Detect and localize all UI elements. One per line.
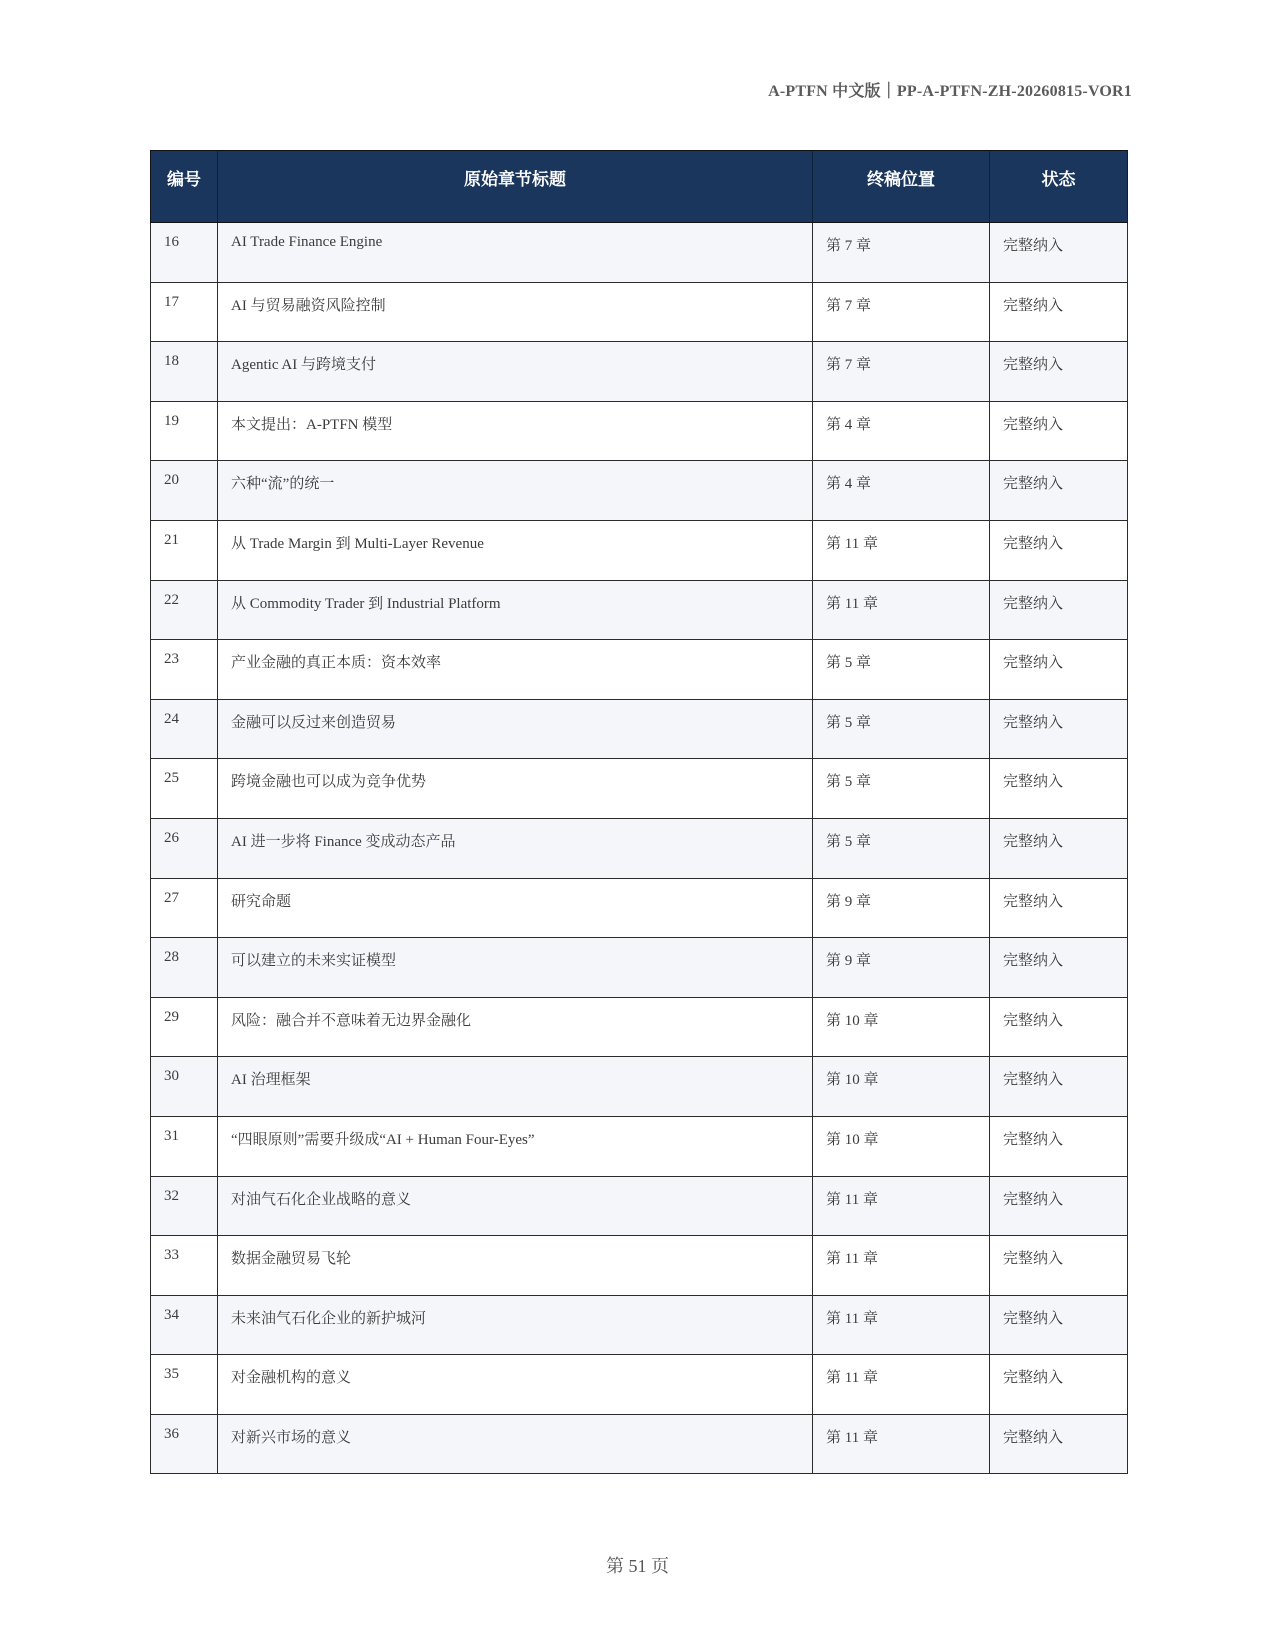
cell-original-title: 可以建立的未来实证模型 — [218, 938, 813, 998]
cell-original-title: 数据金融贸易飞轮 — [218, 1236, 813, 1296]
cell-number: 36 — [151, 1414, 218, 1474]
cell-final-position: 第 9 章 — [813, 938, 990, 998]
table-row — [151, 1414, 1128, 1474]
cell-final-position: 第 4 章 — [813, 461, 990, 521]
cell-original-title: 六种“流”的统一 — [218, 461, 813, 521]
table-row — [151, 1355, 1128, 1415]
cell-original-title: 对新兴市场的意义 — [218, 1414, 813, 1474]
cell-original-title: AI 进一步将 Finance 变成动态产品 — [218, 818, 813, 878]
cell-original-title: 风险：融合并不意味着无边界金融化 — [218, 997, 813, 1057]
cell-status: 完整纳入 — [990, 938, 1128, 998]
chapter-mapping-table-container — [150, 150, 1127, 1474]
table-row — [151, 1295, 1128, 1355]
table-row — [151, 640, 1128, 700]
cell-number: 29 — [151, 997, 218, 1057]
cell-final-position: 第 5 章 — [813, 759, 990, 819]
cell-final-position: 第 5 章 — [813, 818, 990, 878]
cell-number: 25 — [151, 759, 218, 819]
cell-status: 完整纳入 — [990, 461, 1128, 521]
cell-final-position: 第 9 章 — [813, 878, 990, 938]
cell-number: 33 — [151, 1236, 218, 1296]
cell-final-position: 第 11 章 — [813, 1355, 990, 1415]
cell-number: 30 — [151, 1057, 218, 1117]
cell-number: 32 — [151, 1176, 218, 1236]
column-header-final-position: 终稿位置 — [813, 151, 990, 223]
cell-final-position: 第 10 章 — [813, 1116, 990, 1176]
cell-status: 完整纳入 — [990, 818, 1128, 878]
table-row — [151, 342, 1128, 402]
cell-status: 完整纳入 — [990, 1176, 1128, 1236]
cell-status: 完整纳入 — [990, 997, 1128, 1057]
cell-final-position: 第 11 章 — [813, 520, 990, 580]
cell-original-title: 对油气石化企业战略的意义 — [218, 1176, 813, 1236]
cell-final-position: 第 5 章 — [813, 699, 990, 759]
cell-final-position: 第 7 章 — [813, 223, 990, 283]
cell-final-position: 第 11 章 — [813, 1236, 990, 1296]
table-row — [151, 997, 1128, 1057]
cell-number: 22 — [151, 580, 218, 640]
table-header-row — [151, 151, 1128, 223]
cell-final-position: 第 11 章 — [813, 580, 990, 640]
cell-original-title: 跨境金融也可以成为竞争优势 — [218, 759, 813, 819]
cell-original-title: Agentic AI 与跨境支付 — [218, 342, 813, 402]
cell-final-position: 第 7 章 — [813, 282, 990, 342]
cell-number: 27 — [151, 878, 218, 938]
cell-status: 完整纳入 — [990, 878, 1128, 938]
cell-number: 35 — [151, 1355, 218, 1415]
table-row — [151, 938, 1128, 998]
cell-number: 26 — [151, 818, 218, 878]
table-body — [151, 223, 1128, 1474]
table-row — [151, 759, 1128, 819]
cell-final-position: 第 4 章 — [813, 401, 990, 461]
table-row — [151, 1116, 1128, 1176]
cell-final-position: 第 7 章 — [813, 342, 990, 402]
cell-final-position: 第 11 章 — [813, 1176, 990, 1236]
cell-status: 完整纳入 — [990, 640, 1128, 700]
cell-number: 16 — [151, 223, 218, 283]
cell-final-position: 第 10 章 — [813, 997, 990, 1057]
cell-original-title: 从 Commodity Trader 到 Industrial Platform — [218, 580, 813, 640]
cell-status: 完整纳入 — [990, 282, 1128, 342]
cell-original-title: “四眼原则”需要升级成“AI + Human Four-Eyes” — [218, 1116, 813, 1176]
table-row — [151, 461, 1128, 521]
cell-status: 完整纳入 — [990, 401, 1128, 461]
document-header: A-PTFN 中文版｜PP-A-PTFN-ZH-20260815-VOR1 — [768, 83, 1132, 100]
cell-original-title: 本文提出：A-PTFN 模型 — [218, 401, 813, 461]
cell-status: 完整纳入 — [990, 1236, 1128, 1296]
table-row — [151, 699, 1128, 759]
chapter-mapping-table — [150, 150, 1128, 1474]
cell-status: 完整纳入 — [990, 520, 1128, 580]
table-row — [151, 282, 1128, 342]
cell-original-title: 对金融机构的意义 — [218, 1355, 813, 1415]
cell-status: 完整纳入 — [990, 1116, 1128, 1176]
table-row — [151, 520, 1128, 580]
column-header-number: 编号 — [151, 151, 218, 223]
cell-number: 21 — [151, 520, 218, 580]
cell-status: 完整纳入 — [990, 699, 1128, 759]
cell-status: 完整纳入 — [990, 1295, 1128, 1355]
table-row — [151, 818, 1128, 878]
table-row — [151, 580, 1128, 640]
cell-status: 完整纳入 — [990, 1414, 1128, 1474]
cell-status: 完整纳入 — [990, 1057, 1128, 1117]
cell-number: 23 — [151, 640, 218, 700]
cell-original-title: 金融可以反过来创造贸易 — [218, 699, 813, 759]
cell-original-title: 研究命题 — [218, 878, 813, 938]
cell-number: 34 — [151, 1295, 218, 1355]
cell-number: 24 — [151, 699, 218, 759]
cell-original-title: AI Trade Finance Engine — [218, 223, 813, 283]
table-row — [151, 878, 1128, 938]
cell-original-title: AI 与贸易融资风险控制 — [218, 282, 813, 342]
table-row — [151, 401, 1128, 461]
cell-final-position: 第 11 章 — [813, 1414, 990, 1474]
cell-number: 20 — [151, 461, 218, 521]
cell-final-position: 第 5 章 — [813, 640, 990, 700]
cell-status: 完整纳入 — [990, 223, 1128, 283]
cell-number: 19 — [151, 401, 218, 461]
cell-final-position: 第 10 章 — [813, 1057, 990, 1117]
cell-status: 完整纳入 — [990, 1355, 1128, 1415]
cell-number: 17 — [151, 282, 218, 342]
cell-original-title: 从 Trade Margin 到 Multi-Layer Revenue — [218, 520, 813, 580]
cell-status: 完整纳入 — [990, 759, 1128, 819]
cell-original-title: AI 治理框架 — [218, 1057, 813, 1117]
cell-original-title: 未来油气石化企业的新护城河 — [218, 1295, 813, 1355]
column-header-original-title: 原始章节标题 — [218, 151, 813, 223]
table-row — [151, 223, 1128, 283]
cell-number: 18 — [151, 342, 218, 402]
page-number: 第 51 页 — [606, 1556, 669, 1576]
cell-number: 28 — [151, 938, 218, 998]
cell-final-position: 第 11 章 — [813, 1295, 990, 1355]
table-row — [151, 1236, 1128, 1296]
cell-status: 完整纳入 — [990, 580, 1128, 640]
cell-original-title: 产业金融的真正本质：资本效率 — [218, 640, 813, 700]
table-header — [151, 151, 1128, 223]
cell-status: 完整纳入 — [990, 342, 1128, 402]
cell-number: 31 — [151, 1116, 218, 1176]
table-row — [151, 1057, 1128, 1117]
table-row — [151, 1176, 1128, 1236]
column-header-status: 状态 — [990, 151, 1128, 223]
